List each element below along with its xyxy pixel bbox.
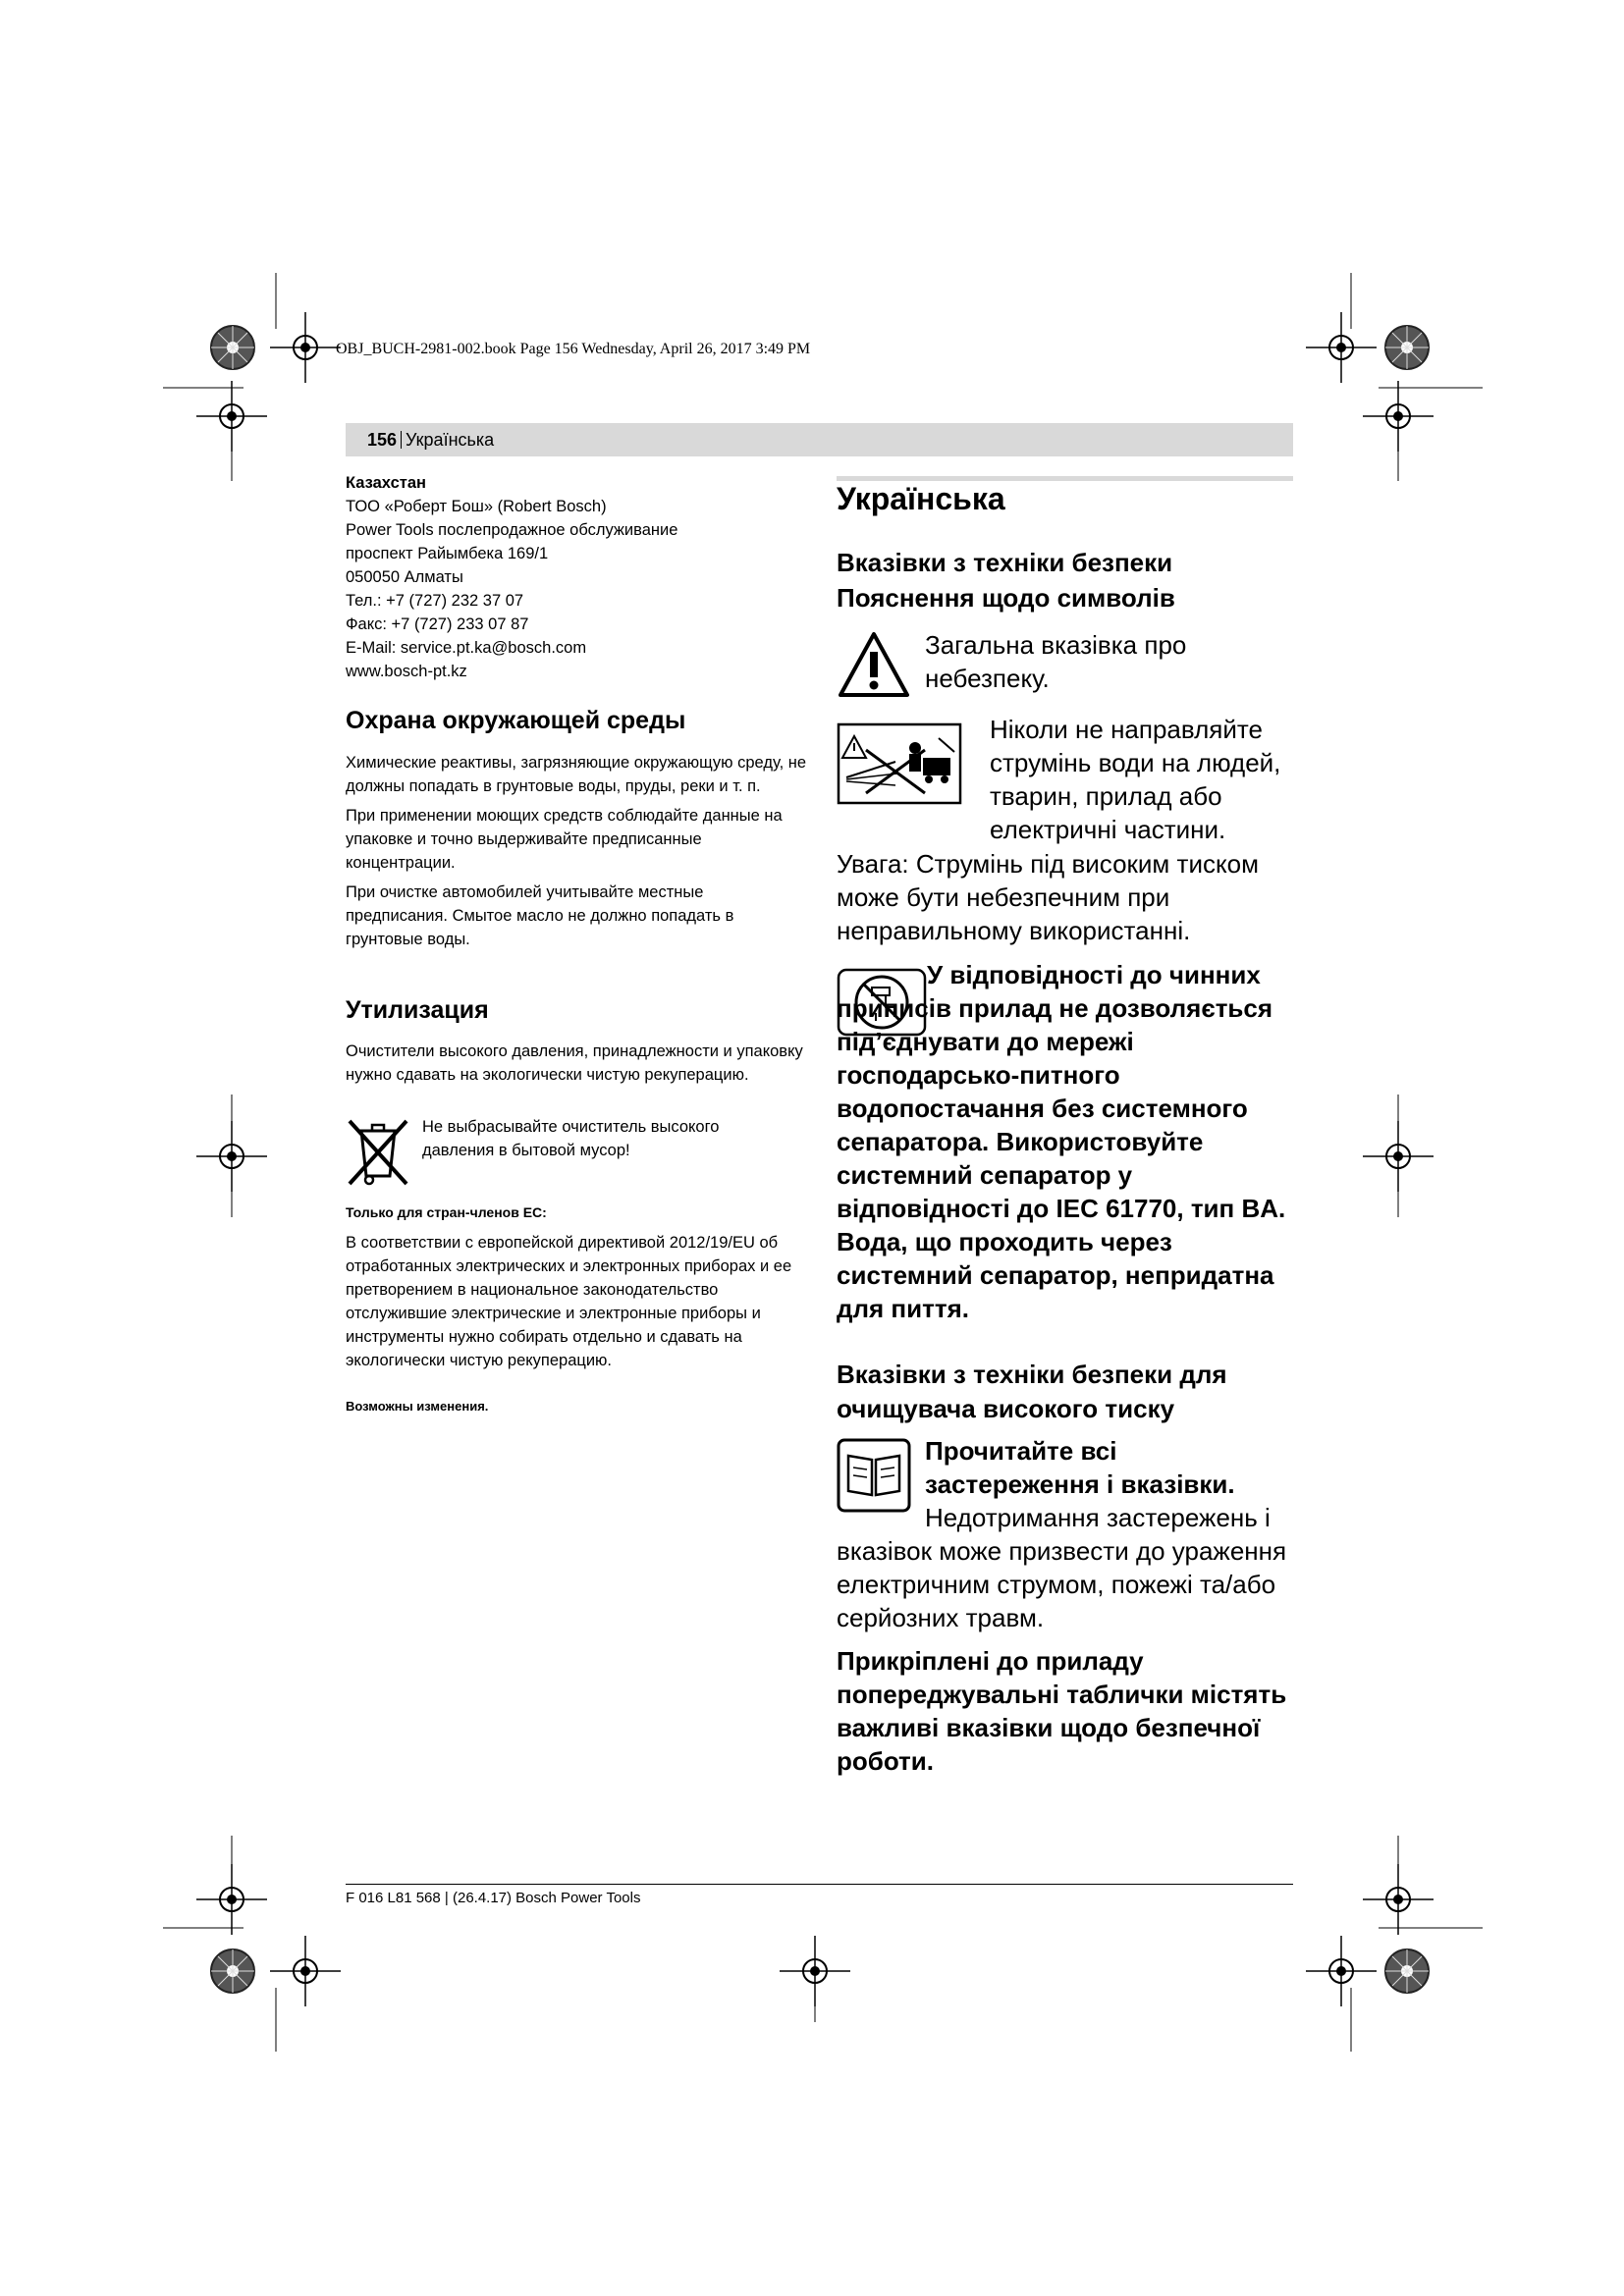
disposal-heading: Утилизация: [346, 996, 489, 1024]
water-supply-warning: У відповідності до чинних приписів прилад не дозволяється під’єднувати до мережі господарсько-питного водопостачання без системного сепаратора. Використовуйте системний сепаратор у відповідності до IEC 61770, тип BA. Вода, що проходить через системний сепаратор, непридатна для пиття.: [837, 960, 1286, 1323]
kazakhstan-contact: [346, 471, 807, 683]
kazakhstan-title: Казахстан: [346, 474, 426, 492]
environment-paragraph: При очистке автомобилей учитывайте местные предписания. Смытое масло не должно попадать в грунтовые воды.: [346, 883, 734, 948]
warning-text: Загальна вказівка про небезпеку.: [925, 630, 1187, 693]
read-instructions-bold: Прочитайте всі застереження і вказівки.: [925, 1436, 1235, 1499]
disposal-icon-text: Не выбрасывайте очиститель высокого давления в бытовой мусор!: [422, 1118, 720, 1159]
disposal-paragraph: Очистители высокого давления, принадлежности и упаковку нужно сдавать на экологически чистую рекуперацию.: [346, 1042, 803, 1084]
footer-text: F 016 L81 568 | (26.4.17) Bosch Power Tools: [346, 1890, 641, 1906]
environment-text: [346, 751, 807, 957]
read-instructions-text: Недотримання застережень і вказівок може призвести до ураження електричним струмом, пожежі та/або серйозних травм.: [837, 1503, 1287, 1632]
water-jet-text: Ніколи не направляйте струмінь води на людей, тварин, прилад або електричні частини.: [990, 715, 1281, 844]
address-line: ТОО «Роберт Бош» (Robert Bosch): [346, 498, 607, 515]
changes-note: Возможны изменения.: [346, 1399, 489, 1414]
phone-line: Тел.: +7 (727) 232 37 07: [346, 592, 524, 610]
address-line: Power Tools послепродажное обслуживание: [346, 521, 678, 539]
header-separator: [401, 431, 402, 449]
environment-heading: Охрана окружающей среды: [346, 707, 686, 734]
file-header: OBJ_BUCH-2981-002.book Page 156 Wednesday, April 26, 2017 3:49 PM: [336, 341, 811, 357]
cleaner-safety-heading: Вказівки з техніки безпеки для очищувача високого тиску: [837, 1360, 1227, 1423]
water-jet-warning-icon: [837, 722, 962, 805]
warning-triangle-icon: [837, 630, 911, 699]
environment-paragraph: При применении моющих средств соблюдайте данные на упаковке и точно выдерживайте предписанные концентрации.: [346, 807, 783, 872]
caution-text: Увага: Струмінь під високим тиском може бути небезпечним при неправильному використанні.: [837, 849, 1259, 945]
warning-plates-text: Прикріплені до приладу попереджувальні таблички містять важливі вказівки щодо безпечної роботи.: [837, 1646, 1287, 1776]
email-link[interactable]: E-Mail: service.pt.ka@bosch.com: [346, 639, 587, 657]
fax-line: Факс: +7 (727) 233 07 87: [346, 615, 529, 633]
website-link[interactable]: www.bosch-pt.kz: [346, 663, 467, 680]
address-line: 050050 Алматы: [346, 568, 463, 586]
environment-paragraph: Химические реактивы, загрязняющие окружающую среду, не должны попадать в грунтовые воды, пруды, реки и т. п.: [346, 754, 807, 795]
page-number: 156: [367, 430, 398, 450]
crossed-bin-icon: [346, 1117, 410, 1188]
footer-rule: [346, 1884, 1293, 1885]
page-language: Українська: [406, 430, 495, 450]
safety-heading: Вказівки з техніки безпеки: [837, 548, 1173, 577]
section-title: Українська: [837, 481, 1005, 516]
page-header: [346, 423, 1293, 456]
symbols-heading: Пояснення щодо символів: [837, 583, 1175, 613]
eu-paragraph: В соответствии с европейской директивой 2012/19/EU об отработанных электрических и электронных приборах и ее претворением в национальное законодательство отслужившие электрические и электронные приборы и инструменты нужно собирать отдельно и сдавать на экологически чистую рекуперацию.: [346, 1234, 792, 1369]
eu-heading: Только для стран-членов ЕС:: [346, 1204, 547, 1220]
address-line: проспект Райымбека 169/1: [346, 545, 549, 562]
